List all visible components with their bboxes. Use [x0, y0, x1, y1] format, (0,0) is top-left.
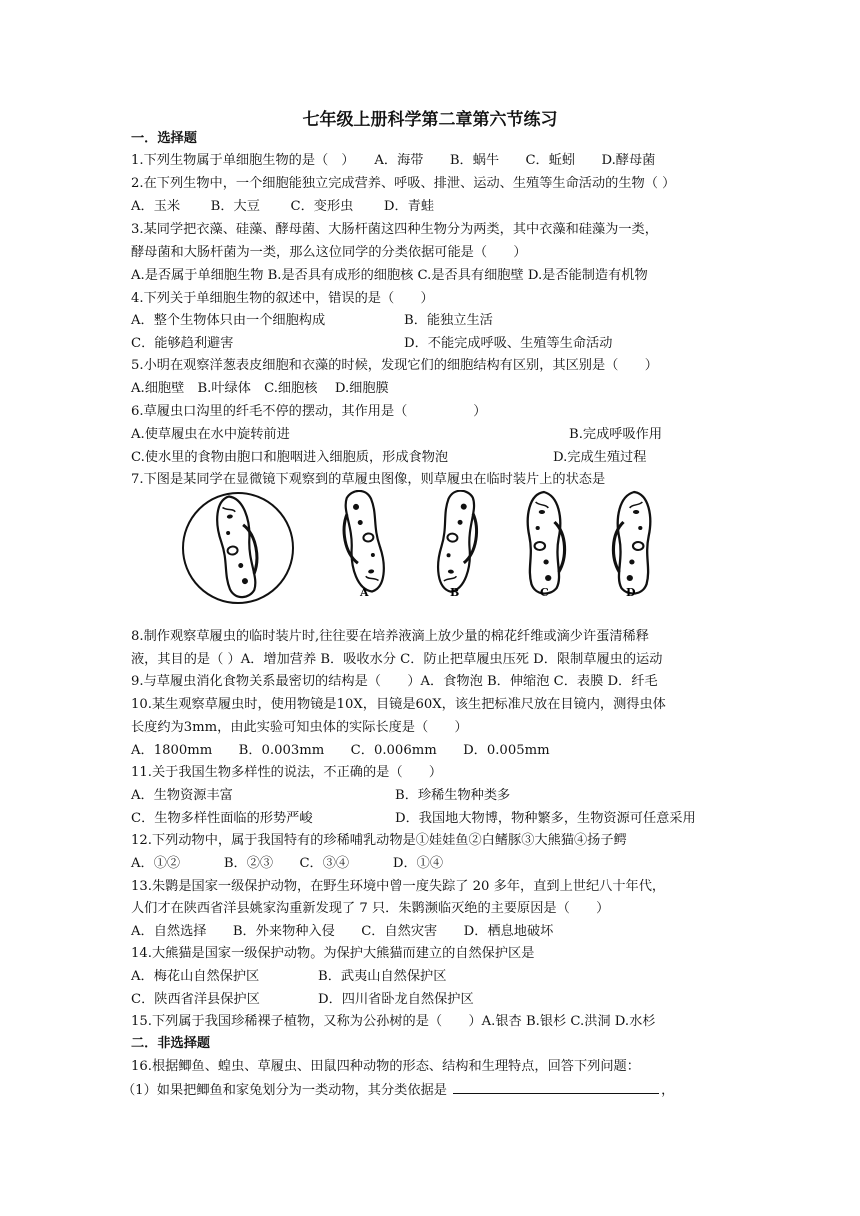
question-11-option-a: A．生物资源丰富 — [131, 788, 233, 803]
paramecium-option-a — [338, 490, 387, 594]
question-11: 11.关于我国生物多样性的说法，不正确的是（ ） — [131, 765, 443, 780]
question-6-option-c: C.使水里的食物由胞口和胞咽进入细胞质，形成食物泡 — [131, 450, 449, 465]
figure-label-d: D — [626, 586, 636, 599]
question-6: 6.草履虫口沟里的纤毛不停的摆动，其作用是（ ） — [131, 404, 487, 419]
question-14: 14.大熊猫是国家一级保护动物。为保护大熊猫而建立的自然保护区是 — [131, 946, 535, 961]
paramecium-option-b — [435, 490, 480, 594]
question-11-option-b: B．珍稀生物种类多 — [395, 788, 511, 803]
question-5-options: A.细胞壁 B.叶绿体 C.细胞核 D.细胞膜 — [131, 381, 389, 396]
section-heading-nonchoice: 二．非选择题 — [131, 1036, 211, 1051]
question-6-option-a: A.使草履虫在水中旋转前进 — [131, 427, 290, 442]
question-10-line2: 长度约为3mm，由此实验可知虫体的实际长度是（ ） — [131, 720, 468, 735]
question-1: 1.下列生物属于单细胞生物的是（ ） A．海带 B．蜗牛 C．蚯蚓 D.酵母菌 — [131, 153, 656, 168]
question-7: 7.下图是某同学在显微镜下观察到的草履虫图像，则草履虫在临时装片上的状态是 — [131, 472, 606, 487]
question-13-line1: 13.朱鹮是国家一级保护动物，在野生环境中曾一度失踪了 20 多年，直到上世纪八十年代， — [131, 879, 666, 894]
question-8-line2: 液，其目的是（ ）A．增加营养 B．吸收水分 C．防止把草履虫压死 D．限制草履虫的运动 — [131, 652, 663, 667]
question-4-option-d: D．不能完成呼吸、生殖等生命活动 — [404, 336, 613, 351]
question-6-option-b: B.完成呼吸作用 — [569, 427, 663, 442]
question-4-option-c: C．能够趋利避害 — [131, 336, 234, 351]
question-10-line1: 10.某生观察草履虫时，使用物镜是10X，目镜是60X，该生把标准尺放在目镜内，测得虫体 — [131, 697, 666, 712]
question-8-line1: 8.制作观察草履虫的临时装片时,往往要在培养液滴上放少量的棉花纤维或滴少许蛋清稀释 — [131, 629, 649, 644]
question-3-line1: 3.某同学把衣藻、硅藻、酵母菌、大肠杆菌这四种生物分为两类，其中衣藻和硅藻为一类， — [131, 222, 658, 237]
question-13-line2: 人们才在陕西省洋县姚家沟重新发现了 7 只．朱鹮濒临灭绝的主要原因是（ ） — [131, 901, 610, 916]
question-3-options: A.是否属于单细胞生物 B.是否具有成形的细胞核 C.是否具有细胞壁 D.是否能制造有机物 — [131, 268, 648, 283]
question-16-part-1-text: （1）如果把鲫鱼和家兔划分为一类动物，其分类依据是 — [122, 1083, 447, 1098]
question-12: 12.下列动物中，属于我国特有的珍稀哺乳动物是①娃娃鱼②白鳍豚③大熊猫④扬子鳄 — [131, 833, 627, 848]
question-11-option-d: D．我国地大物博，物种繁多，生物资源可任意采用 — [395, 811, 696, 826]
question-10-options: A．1800mm B．0.003mm C．0.006mm D．0.005mm — [131, 743, 550, 758]
question-14-option-b: B．武夷山自然保护区 — [318, 969, 447, 984]
figure-label-b: B — [450, 586, 460, 599]
question-4: 4.下列关于单细胞生物的叙述中，错误的是（ ） — [131, 291, 434, 306]
figure-label-c: C — [540, 586, 549, 599]
question-14-option-c: C．陕西省洋县保护区 — [131, 992, 260, 1007]
question-3-line2: 酵母菌和大肠杆菌为一类，那么这位同学的分类依据可能是（ ） — [131, 245, 527, 260]
paramecium-option-d — [613, 492, 650, 594]
question-14-option-d: D．四川省卧龙自然保护区 — [318, 992, 474, 1007]
question-15: 15.下列属于我国珍稀裸子植物，又称为公孙树的是（ ）A.银杏 B.银杉 C.洪洞 D.水杉 — [131, 1014, 656, 1029]
question-16-part-1-end: ， — [661, 1083, 675, 1098]
question-16-part-1 — [122, 1079, 732, 1102]
question-9: 9.与草履虫消化食物关系最密切的结构是（ ）A．食物泡 B．伸缩泡 C．表膜 D．纤毛 — [131, 674, 658, 689]
paramecium-option-c — [528, 492, 565, 594]
question-11-option-c: C．生物多样性面临的形势严峻 — [131, 811, 313, 826]
question-12-options: A．①② B．②③ C．③④ D．①④ — [131, 856, 444, 871]
question-2: 2.在下列生物中，一个细胞能独立完成营养、呼吸、排泄、运动、生殖等生命活动的生物（ ） — [131, 176, 676, 191]
paramecium-figure — [180, 490, 660, 610]
question-4-option-a: A．整个生物体只由一个细胞构成 — [131, 313, 326, 328]
paramecium-field-view — [214, 494, 263, 599]
question-14-option-a: A．梅花山自然保护区 — [131, 969, 260, 984]
figure-label-a: A — [360, 586, 369, 599]
question-5: 5.小明在观察洋葱表皮细胞和衣藻的时候，发现它们的细胞结构有区别，其区别是（ ） — [131, 358, 658, 373]
question-2-options: A．玉米 B．大豆 C．变形虫 D．青蛙 — [131, 199, 435, 214]
question-16: 16.根据鲫鱼、蝗虫、草履虫、田鼠四种动物的形态、结构和生理特点，回答下列问题： — [131, 1059, 640, 1074]
section-heading-choice: 一．选择题 — [131, 131, 197, 146]
answer-blank[interactable] — [453, 1079, 659, 1094]
question-6-option-d: D.完成生殖过程 — [553, 450, 647, 465]
question-4-option-b: B．能独立生活 — [404, 313, 493, 328]
page-title: 七年级上册科学第二章第六节练习 — [302, 110, 558, 130]
question-13-options: A．自然选择 B．外来物种入侵 C．自然灾害 D．栖息地破坏 — [131, 924, 554, 939]
